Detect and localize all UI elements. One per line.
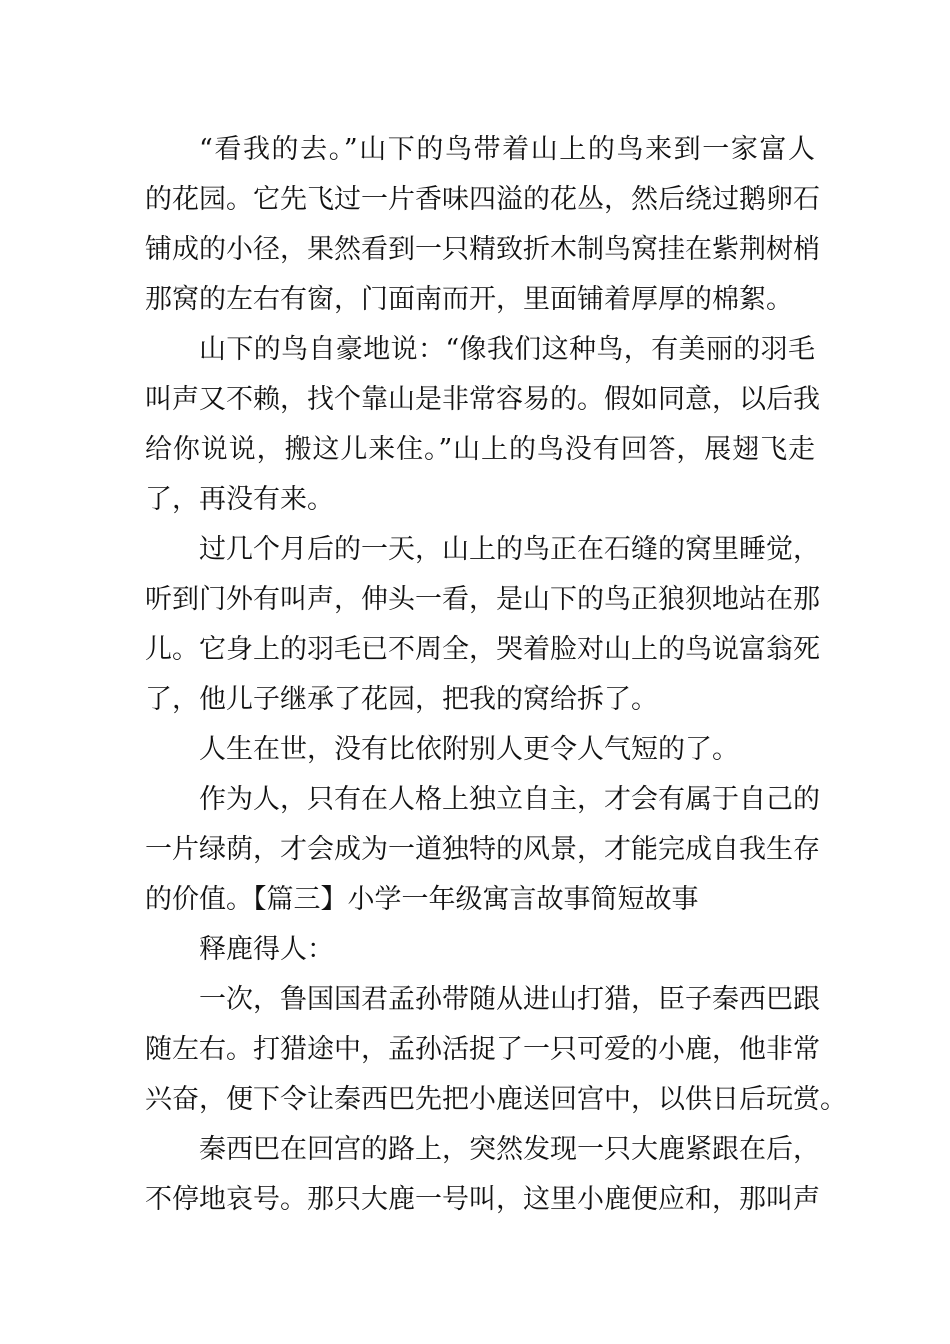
- text-line-6: 叫声又不赖，找个靠山是非常容易的。假如同意，以后我: [145, 384, 820, 415]
- text-line-22: 不停地哀号。那只大鹿一号叫，这里小鹿便应和，那叫声: [145, 1184, 820, 1215]
- text-line-8: 了，再没有来。: [145, 484, 334, 515]
- text-line-17: 释鹿得人：: [199, 934, 334, 965]
- text-line-3: 铺成的小径，果然看到一只精致折木制鸟窝挂在紫荆树梢: [145, 234, 820, 265]
- text-line-4: 那窝的左右有窗，门面南而开，里面铺着厚厚的棉絮。: [145, 284, 793, 315]
- text-line-19: 随左右。打猎途中，孟孙活捉了一只可爱的小鹿，他非常: [145, 1034, 820, 1065]
- text-line-21: 秦西巴在回宫的路上，突然发现一只大鹿紧跟在后，: [199, 1134, 820, 1165]
- text-line-15: 一片绿荫，才会成为一道独特的风景，才能完成自我生存: [145, 834, 820, 865]
- text-line-5: 山下的鸟自豪地说：“像我们这种鸟，有美丽的羽毛: [199, 334, 815, 365]
- text-line-9: 过几个月后的一天，山上的鸟正在石缝的窝里睡觉，: [199, 534, 820, 565]
- text-line-18: 一次，鲁国国君孟孙带随从进山打猎，臣子秦西巴跟: [199, 984, 820, 1015]
- text-line-2: 的花园。它先飞过一片香味四溢的花丛，然后绕过鹅卵石: [145, 184, 820, 215]
- text-line-20: 兴奋，便下令让秦西巴先把小鹿送回宫中，以供日后玩赏。: [145, 1084, 847, 1115]
- text-line-11: 儿。它身上的羽毛已不周全，哭着脸对山上的鸟说富翁死: [145, 634, 820, 665]
- text-line-16: 的价值。【篇三】小学一年级寓言故事简短故事: [145, 884, 699, 915]
- text-line-14: 作为人，只有在人格上独立自主，才会有属于自己的: [199, 784, 820, 815]
- text-line-7: 给你说说，搬这儿来住。”山上的鸟没有回答，展翅飞走: [145, 434, 815, 465]
- text-line-13: 人生在世，没有比依附别人更令人气短的了。: [199, 734, 739, 765]
- text-line-10: 听到门外有叫声，伸头一看，是山下的鸟正狼狈地站在那: [145, 584, 820, 615]
- text-line-1: “看我的去。”山下的鸟带着山上的鸟来到一家富人: [199, 134, 815, 165]
- text-line-12: 了，他儿子继承了花园，把我的窝给拆了。: [145, 684, 658, 715]
